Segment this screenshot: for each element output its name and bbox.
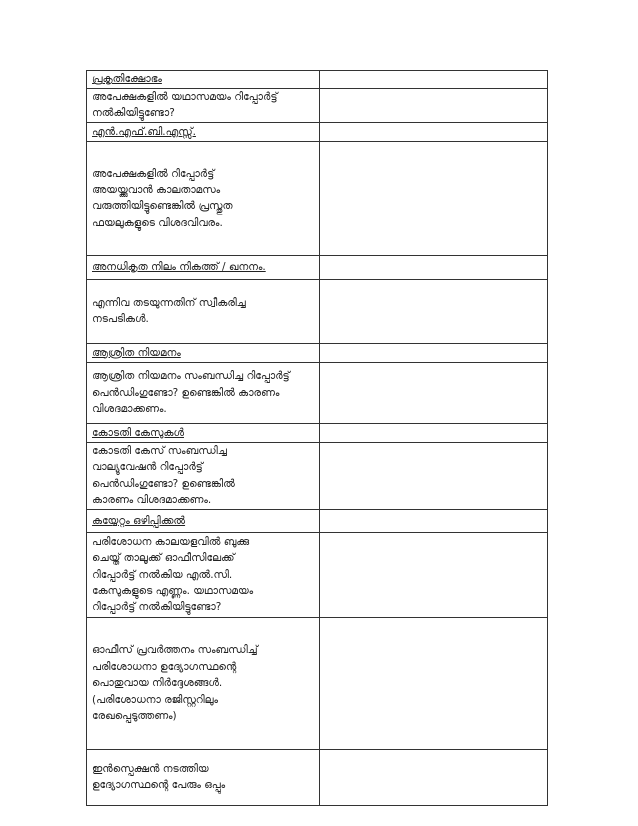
question-text: അയയ്ക്കുവാൻ കാലതാമസം bbox=[92, 183, 221, 196]
question-cell bbox=[87, 532, 320, 617]
question-text: എന്നിവ തടയുന്നതിന് സ്വീകരിച്ച bbox=[92, 296, 246, 309]
question-text: നൽകിയിട്ടുണ്ടോ? bbox=[92, 107, 175, 120]
question-cell bbox=[87, 442, 320, 509]
answer-cell[interactable] bbox=[320, 509, 548, 532]
question-text: പരിശോധനാ ഉദ്യോഗസ്ഥന്റെ bbox=[92, 660, 237, 673]
answer-cell[interactable] bbox=[320, 71, 548, 89]
table-row bbox=[87, 279, 548, 343]
question-text: നടപടികൾ. bbox=[92, 313, 149, 326]
section-heading: ആശ്രിത നിയമനം bbox=[92, 346, 181, 359]
table-row bbox=[87, 749, 548, 805]
question-text: (പരിശോധനാ രജിസ്റ്ററിലും bbox=[92, 693, 218, 706]
question-text: പരിശോധന കാലയളവിൽ ബുക്കു bbox=[92, 535, 250, 548]
question-text: അപേക്ഷകളിൽ യഥാസമയം റിപ്പോർട്ട് bbox=[92, 91, 278, 103]
question-text: പെൻഡിംഗുണ്ടോ? ഉണ്ടെങ്കിൽ കാരണം bbox=[92, 386, 280, 399]
question-text: ഇൻസ്പെക്ഷൻ നടത്തിയ bbox=[92, 762, 209, 775]
question-cell bbox=[87, 749, 320, 805]
question-cell bbox=[87, 362, 320, 423]
table-row bbox=[87, 71, 548, 89]
section-heading: എൻ.എഫ്.ബി.എസ്സ്. bbox=[92, 125, 196, 138]
answer-cell[interactable] bbox=[320, 255, 548, 279]
question-cell bbox=[87, 141, 320, 255]
question-text: റിപ്പോർട്ട് നൽകിയ എൽ.സി. bbox=[92, 568, 233, 581]
table-row bbox=[87, 122, 548, 141]
question-text: പൊതുവായ നിർദ്ദേശങ്ങൾ. bbox=[92, 677, 223, 690]
question-cell bbox=[87, 89, 320, 123]
question-text: കാരണം വിശദമാക്കണം. bbox=[92, 494, 212, 507]
table-row bbox=[87, 89, 548, 123]
question-text: ഓഫീസ് പ്രവർത്തനം സംബന്ധിച്ച് bbox=[92, 644, 258, 657]
table-row bbox=[87, 617, 548, 749]
question-text: ആശ്രിത നിയമനം സംബന്ധിച്ച റിപ്പോർട്ട് bbox=[92, 370, 290, 383]
question-text: ഉദ്യോഗസ്ഥന്റെ പേരും ഒപ്പും bbox=[92, 779, 226, 792]
answer-cell[interactable] bbox=[320, 532, 548, 617]
question-text: റിപ്പോർട്ട് നൽകിയിട്ടുണ്ടോ? bbox=[92, 601, 222, 614]
question-text: വരുത്തിയിട്ടുണ്ടെങ്കിൽ പ്രസ്തുത bbox=[92, 200, 233, 213]
question-cell bbox=[87, 279, 320, 343]
section-heading-cell bbox=[87, 343, 320, 362]
answer-cell[interactable] bbox=[320, 617, 548, 749]
answer-cell[interactable] bbox=[320, 749, 548, 805]
section-heading: കയ്യേറ്റം ഒഴിപ്പിക്കൽ bbox=[92, 514, 186, 527]
table-row bbox=[87, 141, 548, 255]
question-cell bbox=[87, 617, 320, 749]
section-heading: അനധികൃത നിലം നികത്ത് / ഖനനം. bbox=[92, 261, 266, 274]
question-text: വാല്യുവേഷൻ റിപ്പോർട്ട് bbox=[92, 461, 203, 474]
section-heading-cell bbox=[87, 423, 320, 442]
answer-cell[interactable] bbox=[320, 362, 548, 423]
section-heading-cell bbox=[87, 71, 320, 89]
question-text: കേസുകളുടെ എണ്ണം. യഥാസമയം bbox=[92, 585, 254, 598]
table-row bbox=[87, 343, 548, 362]
table-row bbox=[87, 423, 548, 442]
answer-cell[interactable] bbox=[320, 141, 548, 255]
table-row bbox=[87, 362, 548, 423]
section-heading-cell bbox=[87, 122, 320, 141]
section-heading-cell bbox=[87, 509, 320, 532]
table-row bbox=[87, 532, 548, 617]
question-text: വിശദമാക്കണം. bbox=[92, 403, 167, 416]
answer-cell[interactable] bbox=[320, 442, 548, 509]
inspection-form-table bbox=[86, 70, 548, 806]
table-row bbox=[87, 509, 548, 532]
question-text: ചെയ്ത് താലൂക്ക് ഓഫീസിലേക്ക് bbox=[92, 552, 235, 565]
answer-cell[interactable] bbox=[320, 423, 548, 442]
question-text: പെൻഡിംഗുണ്ടോ? ഉണ്ടെങ്കിൽ bbox=[92, 477, 235, 490]
question-text: കോടതി കേസ് സംബന്ധിച്ച bbox=[92, 445, 227, 457]
question-text: അപേക്ഷകളിൽ റിപ്പോർട്ട് bbox=[92, 167, 215, 180]
answer-cell[interactable] bbox=[320, 89, 548, 123]
table-row bbox=[87, 255, 548, 279]
answer-cell[interactable] bbox=[320, 279, 548, 343]
question-text: ഫയലുകളുടെ വിശദവിവരം. bbox=[92, 216, 223, 229]
table-row bbox=[87, 442, 548, 509]
answer-cell[interactable] bbox=[320, 122, 548, 141]
section-heading: പ്രകൃതിക്ഷോഭം bbox=[92, 73, 162, 86]
answer-cell[interactable] bbox=[320, 343, 548, 362]
question-text: രേഖപ്പെടുത്തണം) bbox=[92, 709, 177, 722]
section-heading: കോടതി കേസുകൾ bbox=[92, 426, 184, 439]
section-heading-cell bbox=[87, 255, 320, 279]
